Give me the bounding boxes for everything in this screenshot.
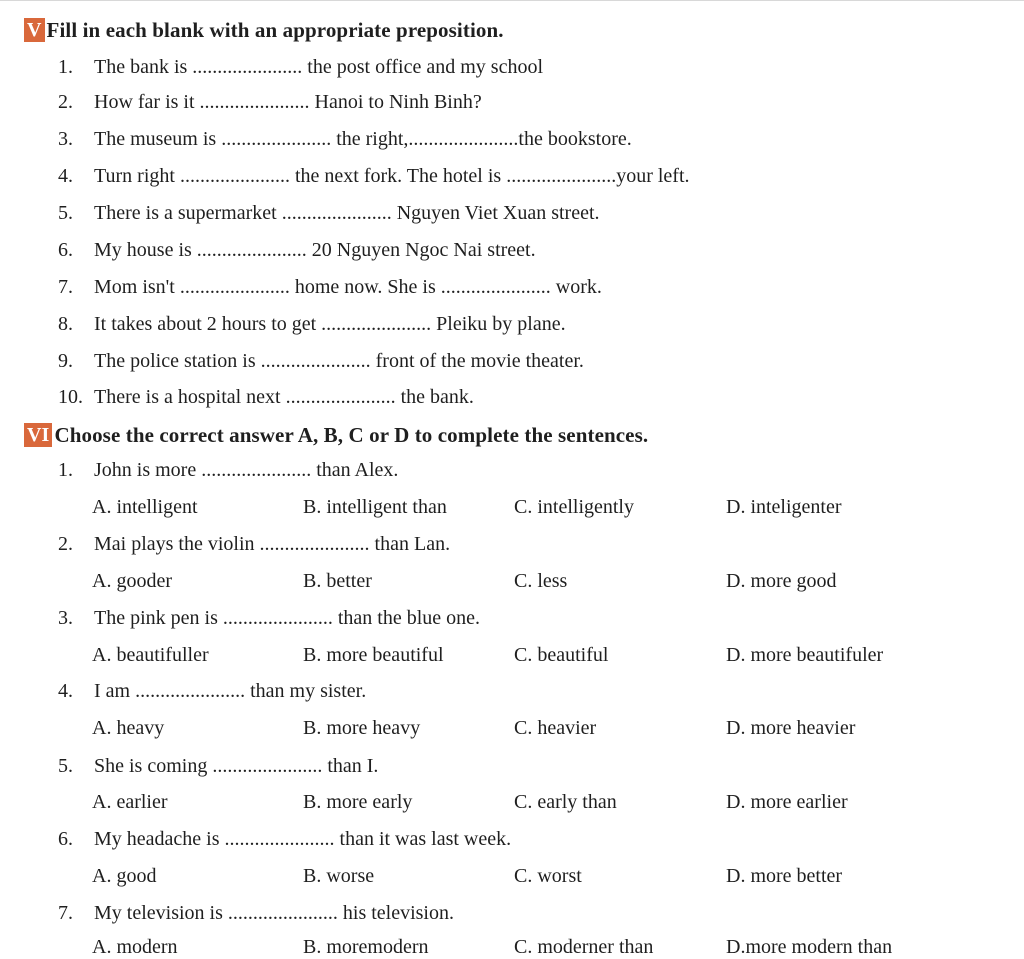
question-number: 6.: [58, 828, 73, 850]
section-5-badge: V: [24, 18, 45, 42]
section-5-title: Fill in each blank with an appropriate preposition.: [46, 17, 504, 42]
exercise-6-question: [58, 607, 480, 630]
item-text: The bank is ...................... the post office and my school: [94, 56, 544, 78]
option-b[interactable]: B. better: [303, 570, 372, 592]
option-c[interactable]: C. less: [514, 570, 568, 592]
exercise-5-item: [58, 128, 632, 151]
option-b[interactable]: B. moremodern: [303, 936, 429, 958]
option-a[interactable]: A. heavy: [92, 717, 165, 739]
option-d[interactable]: D. more earlier: [726, 791, 848, 813]
item-text: How far is it ...................... Hanoi to Ninh Binh?: [94, 91, 482, 113]
option-b[interactable]: B. intelligent than: [303, 496, 447, 518]
item-text: The museum is ...................... the right,......................the bookstore.: [94, 128, 632, 150]
option-b[interactable]: B. more heavy: [303, 717, 421, 739]
item-number: 10.: [58, 386, 83, 408]
option-c[interactable]: C. beautiful: [514, 644, 609, 666]
option-a[interactable]: A. intelligent: [92, 496, 198, 518]
question-number: 1.: [58, 459, 73, 481]
section-6-badge: VI: [24, 423, 52, 447]
question-text: I am ...................... than my sister.: [94, 680, 367, 702]
option-a[interactable]: A. modern: [92, 936, 178, 958]
item-number: 9.: [58, 350, 73, 372]
option-d[interactable]: D. more good: [726, 570, 837, 592]
question-text: John is more ...................... than Alex.: [94, 459, 399, 481]
option-c[interactable]: C. early than: [514, 791, 617, 813]
item-number: 6.: [58, 239, 73, 261]
option-d[interactable]: D. more better: [726, 865, 843, 887]
exercise-5-item: [58, 276, 602, 299]
section-6-heading: [24, 421, 648, 449]
exercise-5-item: [58, 386, 474, 409]
item-number: 2.: [58, 91, 73, 113]
question-number: 5.: [58, 755, 73, 777]
exercise-5-item: [58, 313, 566, 336]
item-number: 1.: [58, 56, 73, 78]
option-a[interactable]: A. good: [92, 865, 157, 887]
option-c[interactable]: C. intelligently: [514, 496, 634, 518]
exercise-6-question: [58, 533, 450, 556]
item-text: My house is ...................... 20 Nguyen Ngoc Nai street.: [94, 239, 536, 261]
option-a[interactable]: A. earlier: [92, 791, 168, 813]
question-text: She is coming ...................... than I.: [94, 755, 379, 777]
option-c[interactable]: C. heavier: [514, 717, 597, 739]
question-text: The pink pen is ...................... than the blue one.: [94, 607, 481, 629]
item-text: Turn right ...................... the next fork. The hotel is ......................your left.: [94, 165, 690, 187]
question-number: 4.: [58, 680, 73, 702]
question-number: 2.: [58, 533, 73, 555]
exercise-5-item: [58, 350, 584, 373]
option-b[interactable]: B. more beautiful: [303, 644, 444, 666]
exercise-5-item: [58, 165, 690, 188]
exercise-5-item: [58, 202, 600, 225]
item-text: The police station is ...................... front of the movie theater.: [94, 350, 584, 372]
question-text: My headache is ...................... than it was last week.: [94, 828, 512, 850]
question-text: My television is ...................... his television.: [94, 902, 454, 924]
item-text: There is a supermarket ...................... Nguyen Viet Xuan street.: [94, 202, 600, 224]
option-d[interactable]: D. more beautifuler: [726, 644, 884, 666]
item-number: 8.: [58, 313, 73, 335]
exercise-6-question: [58, 902, 454, 925]
option-d[interactable]: D. inteligenter: [726, 496, 842, 518]
option-c[interactable]: C. moderner than: [514, 936, 654, 958]
exercise-6-question: [58, 755, 378, 778]
option-b[interactable]: B. worse: [303, 865, 375, 887]
item-text: Mom isn't ...................... home now. She is ...................... work.: [94, 276, 602, 298]
exercise-5-item: [58, 239, 536, 262]
exercise-6-question: [58, 459, 398, 482]
option-a[interactable]: A. beautifuller: [92, 644, 209, 666]
option-d[interactable]: D. more heavier: [726, 717, 856, 739]
item-number: 4.: [58, 165, 73, 187]
exercise-5-item: [58, 56, 543, 79]
item-text: It takes about 2 hours to get ...................... Pleiku by plane.: [94, 313, 566, 335]
question-number: 7.: [58, 902, 73, 924]
page-top-edge: [0, 0, 1024, 6]
item-number: 7.: [58, 276, 73, 298]
question-number: 3.: [58, 607, 73, 629]
exercise-6-question: [58, 828, 511, 851]
item-number: 5.: [58, 202, 73, 224]
option-c[interactable]: C. worst: [514, 865, 582, 887]
item-number: 3.: [58, 128, 73, 150]
option-a[interactable]: A. gooder: [92, 570, 172, 592]
item-text: There is a hospital next ...................... the bank.: [94, 386, 474, 408]
section-6-title: Choose the correct answer A, B, C or D to complete the sentences.: [54, 422, 649, 447]
option-d[interactable]: D.more modern than: [726, 936, 893, 958]
question-text: Mai plays the violin ...................... than Lan.: [94, 533, 451, 555]
option-b[interactable]: B. more early: [303, 791, 413, 813]
exercise-5-item: [58, 91, 482, 114]
exercise-6-question: [58, 680, 366, 703]
section-5-heading: [24, 16, 504, 44]
